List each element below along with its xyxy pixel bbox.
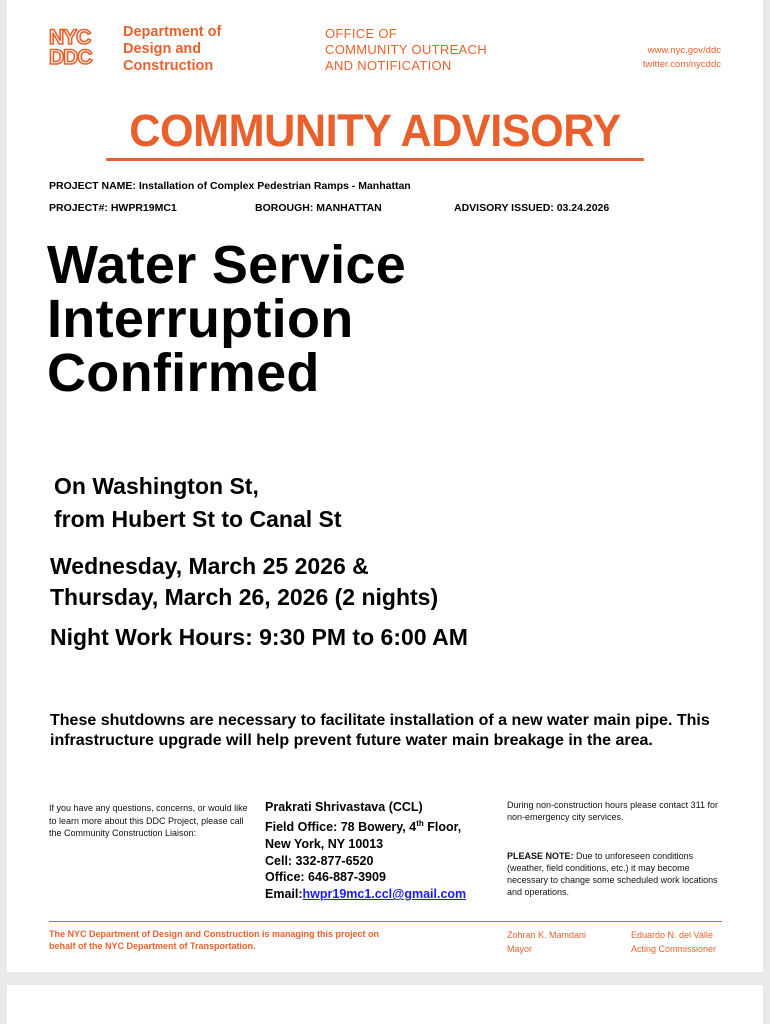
cell-phone: Cell: 332-877-6520 (265, 853, 374, 868)
department-name: Department of Design and Construction (123, 24, 222, 74)
advisory-issued-date: ADVISORY ISSUED: 03.24.2026 (454, 202, 610, 214)
location: On Washington St, from Hubert St to Canal St (54, 473, 342, 532)
website-link[interactable]: www.nyc.gov/ddc (647, 45, 721, 56)
footer-statement: The NYC Department of Design and Construction is managing this project on behalf of the NYC Department of Transportation. (49, 929, 380, 951)
advisory-page (7, 0, 763, 972)
header-links (643, 44, 721, 72)
footer-divider (49, 921, 722, 922)
description: These shutdowns are necessary to facilitate installation of a new water main pipe. This infrastructure upgrade will help prevent future water main breakage in the area. (50, 712, 710, 749)
field-office: Field Office: 78 Bowery, 4th Floor, (265, 818, 462, 834)
headline: Water Service Interruption Confirmed (47, 235, 407, 403)
email-row: Email:hwpr19mc1.ccl@gmail.com (265, 887, 467, 902)
twitter-link[interactable]: twitter.com/nycddc (642, 59, 721, 70)
borough: BOROUGH: MANHATTAN (255, 202, 382, 214)
next-page (7, 985, 763, 1024)
work-hours: Night Work Hours: 9:30 PM to 6:00 AM (50, 624, 468, 650)
project-name: PROJECT NAME: Installation of Complex Pedestrian Ramps - Manhattan (49, 180, 411, 192)
contact-block (265, 799, 466, 903)
nyc-ddc-logo-mark: NYC DDC (49, 25, 92, 69)
please-note: PLEASE NOTE: Due to unforeseen conditions (weather, field conditions, etc.) it may become necessary to change some scheduled work locations and operations. (507, 851, 718, 897)
work-dates: Wednesday, March 25 2026 & Thursday, March 26, 2026 (2 nights) (50, 553, 439, 610)
contact-name: Prakrati Shrivastava (CCL) (265, 800, 423, 814)
contact-city: New York, NY 10013 (265, 836, 384, 851)
ddc-logo (49, 24, 221, 75)
mayor-signature: Zohran K. Mamdani Mayor (507, 930, 587, 954)
email-link[interactable]: hwpr19mc1.ccl@gmail.com (302, 887, 467, 902)
office-phone: Office: 646-887-3909 (265, 870, 386, 885)
non-construction-note: During non-construction hours please contact 311 for non-emergency city services. (507, 800, 718, 822)
office-name: OFFICE OF COMMUNITY OUTREACH AND NOTIFICATION (325, 26, 487, 73)
questions-note: If you have any questions, concerns, or would like to learn more about this DDC Project, please call the Community Construction Liaison: (49, 803, 248, 838)
project-number: PROJECT#: HWPR19MC1 (49, 202, 177, 214)
page-title: COMMUNITY ADVISORY (106, 106, 644, 161)
commissioner-signature: Eduardo N. del Valle Acting Commissioner (631, 930, 717, 954)
